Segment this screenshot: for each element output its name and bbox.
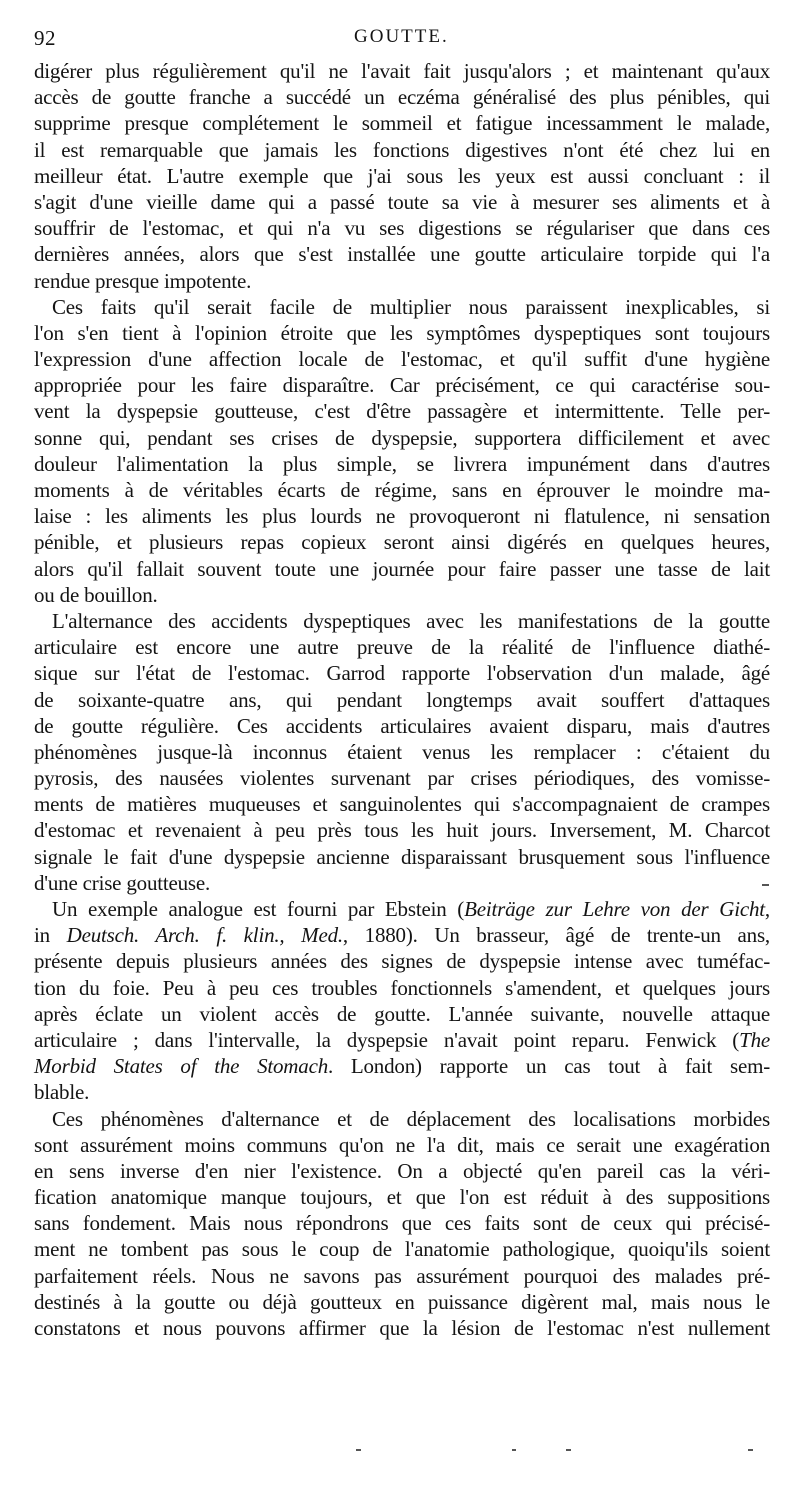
line-text: articulaire est encore une autre preuve de la réalité de l'influence diathé-	[34, 635, 770, 660]
line-text-tail: . London) rapporte un cas tout à fait sem-	[328, 1054, 770, 1079]
scan-speck	[356, 1449, 361, 1451]
line-text: ments de matières muqueuses et sanguinolentes qui s'accompagnaient de crampes	[34, 792, 770, 817]
text-line	[34, 844, 770, 870]
line-text: moments à de véritables écarts de régime, sans en éprouver le moindre ma-	[34, 478, 770, 502]
line-italic-text: The	[739, 1027, 770, 1052]
text-line	[34, 765, 770, 791]
line-text: sans fondement. Mais nous répondrons que ces faits sont de ceux qui précisé-	[34, 1211, 770, 1236]
text-line	[34, 241, 770, 267]
line-text: appropriée pour les faire disparaître. Car précisément, ce qui caractérise sou-	[34, 373, 770, 398]
line-text: d'estomac et revenaient à peu près tous les huit jours. Inversement, M. Charcot	[34, 818, 770, 843]
text-line	[34, 896, 770, 922]
text-line	[34, 451, 770, 477]
text-line	[34, 189, 770, 215]
text-line	[34, 1263, 770, 1289]
line-text: Un exemple analogue est fourni par Ebstein (	[52, 897, 465, 921]
line-text: dernières années, alors que s'est installée une goutte articulaire torpide qui l'a	[34, 242, 770, 267]
text-line	[34, 1158, 770, 1184]
line-text: alors qu'il fallait souvent toute une journée pour faire passer une tasse de lait	[34, 556, 770, 581]
line-text: rendue presque impotente.	[34, 268, 252, 293]
text-line	[34, 215, 770, 241]
line-text: in	[34, 923, 67, 948]
line-text: vent la dyspepsie goutteuse, c'est d'être passagère et intermittente. Telle per-	[34, 399, 770, 424]
line-text: laise : les aliments les plus lourds ne provoqueront ni flatulence, ni sensation	[34, 504, 770, 529]
line-text: pyrosis, des nausées violentes survenant par crises périodiques, des vomisse-	[34, 766, 770, 791]
text-line	[34, 1053, 770, 1079]
line-text: signale le fait d'une dyspepsie ancienne disparaissant brusquement sous l'influence	[34, 844, 770, 869]
line-text: tion du foie. Peu à peu ces troubles fonctionnels s'amendent, et quelques jours	[34, 975, 770, 1000]
text-line	[34, 477, 770, 503]
line-text: présente depuis plusieurs années des signes de dyspepsie intense avec tuméfac-	[34, 949, 770, 974]
page-header	[34, 26, 770, 56]
text-line	[34, 1027, 770, 1053]
line-italic-text: Morbid States of the Stomach	[34, 1054, 328, 1079]
text-line	[34, 425, 770, 451]
text-line	[34, 372, 770, 398]
text-line	[34, 791, 770, 817]
text-line	[34, 320, 770, 346]
body-text	[34, 58, 770, 1341]
line-text: supprime presque complétement le sommeil et fatigue incessamment le malade,	[34, 111, 770, 136]
text-line	[34, 922, 770, 948]
line-text: sique sur l'état de l'estomac. Garrod rapporte l'observation d'un malade, âgé	[34, 661, 770, 686]
text-line	[34, 137, 770, 163]
line-italic-text: Beiträge zur Lehre von der Gicht	[464, 897, 765, 921]
line-text: L'alternance des accidents dyspeptiques avec les manifestations de la goutte	[52, 608, 770, 633]
line-text: accès de goutte franche a succédé un eczéma généralisé des plus pénibles, qui	[34, 85, 770, 110]
line-text: d'une crise goutteuse.	[34, 870, 211, 895]
text-line	[34, 634, 770, 660]
line-text: l'on s'en tient à l'opinion étroite que les symptômes dyspeptiques sont toujours	[34, 320, 770, 345]
text-line	[34, 529, 770, 555]
line-text: il est remarquable que jamais les fonctions digestives n'ont été chez lui en	[34, 137, 770, 162]
text-line	[34, 1106, 770, 1132]
text-line	[34, 268, 770, 294]
text-line	[34, 398, 770, 424]
text-line	[34, 1289, 770, 1315]
line-text: ou de bouillon.	[34, 582, 158, 607]
line-text: douleur l'alimentation la plus simple, se livrera impunément dans d'autres	[34, 451, 770, 476]
text-line	[34, 870, 770, 896]
text-line	[34, 608, 770, 634]
line-text: phénomènes jusque-là inconnus étaient venus les remplacer : c'étaient du	[34, 739, 770, 764]
scan-speck	[566, 1449, 571, 1451]
text-line	[34, 582, 770, 608]
text-line	[34, 660, 770, 686]
line-text: souffrir de l'estomac, et qui n'a vu ses digestions se régulariser que dans ces	[34, 216, 770, 241]
line-text: sonne qui, pendant ses crises de dyspepsie, supportera difficilement et avec	[34, 425, 770, 450]
text-line	[34, 1315, 770, 1341]
text-line	[34, 503, 770, 529]
running-title: GOUTTE.	[354, 26, 449, 47]
text-line	[34, 1184, 770, 1210]
text-line	[34, 948, 770, 974]
line-text: meilleur état. L'autre exemple que j'ai sous les yeux est aussi concluant : il	[34, 163, 770, 188]
line-text: en sens inverse d'en nier l'existence. On a objecté qu'en pareil cas la véri-	[34, 1158, 770, 1183]
page-number: 92	[34, 26, 56, 50]
line-italic-text: Deutsch. Arch. f. klin., Med.	[66, 923, 343, 948]
line-text: parfaitement réels. Nous ne savons pas assurément pourquoi des malades pré-	[34, 1263, 770, 1288]
text-line	[34, 84, 770, 110]
line-text: pénible, et plusieurs repas copieux seront ainsi digérés en quelques heures,	[34, 530, 770, 555]
text-line	[34, 1001, 770, 1027]
scan-speck	[748, 1449, 753, 1451]
text-line	[34, 1210, 770, 1236]
text-line	[34, 713, 770, 739]
line-text: Ces phénomènes d'alternance et de déplacement des localisations morbides	[52, 1106, 770, 1131]
line-text: Ces faits qu'il serait facile de multiplier nous paraissent inexplicables, si	[52, 294, 770, 319]
text-line	[34, 58, 770, 84]
text-line	[34, 163, 770, 189]
text-line	[34, 687, 770, 713]
line-text: destinés à la goutte ou déjà goutteux en puissance digèrent mal, mais nous le	[34, 1289, 770, 1314]
text-line	[34, 294, 770, 320]
text-line	[34, 556, 770, 582]
line-text: s'agit d'une vieille dame qui a passé toute sa vie à mesurer ses aliments et à	[34, 189, 770, 214]
line-text: constatons et nous pouvons affirmer que la lésion de l'estomac n'est nullement	[34, 1316, 770, 1340]
line-text: l'expression d'une affection locale de l'estomac, et qu'il suffit d'une hygiène	[34, 347, 770, 372]
text-line	[34, 110, 770, 136]
line-text: de goutte régulière. Ces accidents articulaires avaient disparu, mais d'autres	[34, 713, 770, 738]
line-text: sont assurément moins communs qu'on ne l'a dit, mais ce serait une exagération	[34, 1132, 770, 1157]
line-text: articulaire ; dans l'intervalle, la dyspepsie n'avait point reparu. Fenwick (	[34, 1027, 740, 1052]
line-text-tail: ,	[764, 897, 770, 921]
text-line	[34, 817, 770, 843]
scan-speck	[512, 1449, 516, 1451]
text-line	[34, 975, 770, 1001]
text-line	[34, 1079, 770, 1105]
text-line	[34, 1236, 770, 1262]
line-text-tail: , 1880). Un brasseur, âgé de trente-un ans,	[342, 923, 770, 948]
line-text: ment ne tombent pas sous le coup de l'anatomie pathologique, quoiqu'ils soient	[34, 1237, 770, 1262]
line-text: digérer plus régulièrement qu'il ne l'avait fait jusqu'alors ; et maintenant qu'aux	[34, 59, 770, 83]
line-text: de soixante-quatre ans, qui pendant longtemps avait souffert d'attaques	[34, 687, 770, 712]
line-text: fication anatomique manque toujours, et que l'on est réduit à des suppositions	[34, 1185, 770, 1210]
text-line	[34, 739, 770, 765]
text-line	[34, 346, 770, 372]
line-text: blable.	[34, 1080, 90, 1105]
line-text: après éclate un violent accès de goutte. L'année suivante, nouvelle attaque	[34, 1001, 770, 1026]
scan-speck	[762, 884, 769, 886]
text-line	[34, 1132, 770, 1158]
